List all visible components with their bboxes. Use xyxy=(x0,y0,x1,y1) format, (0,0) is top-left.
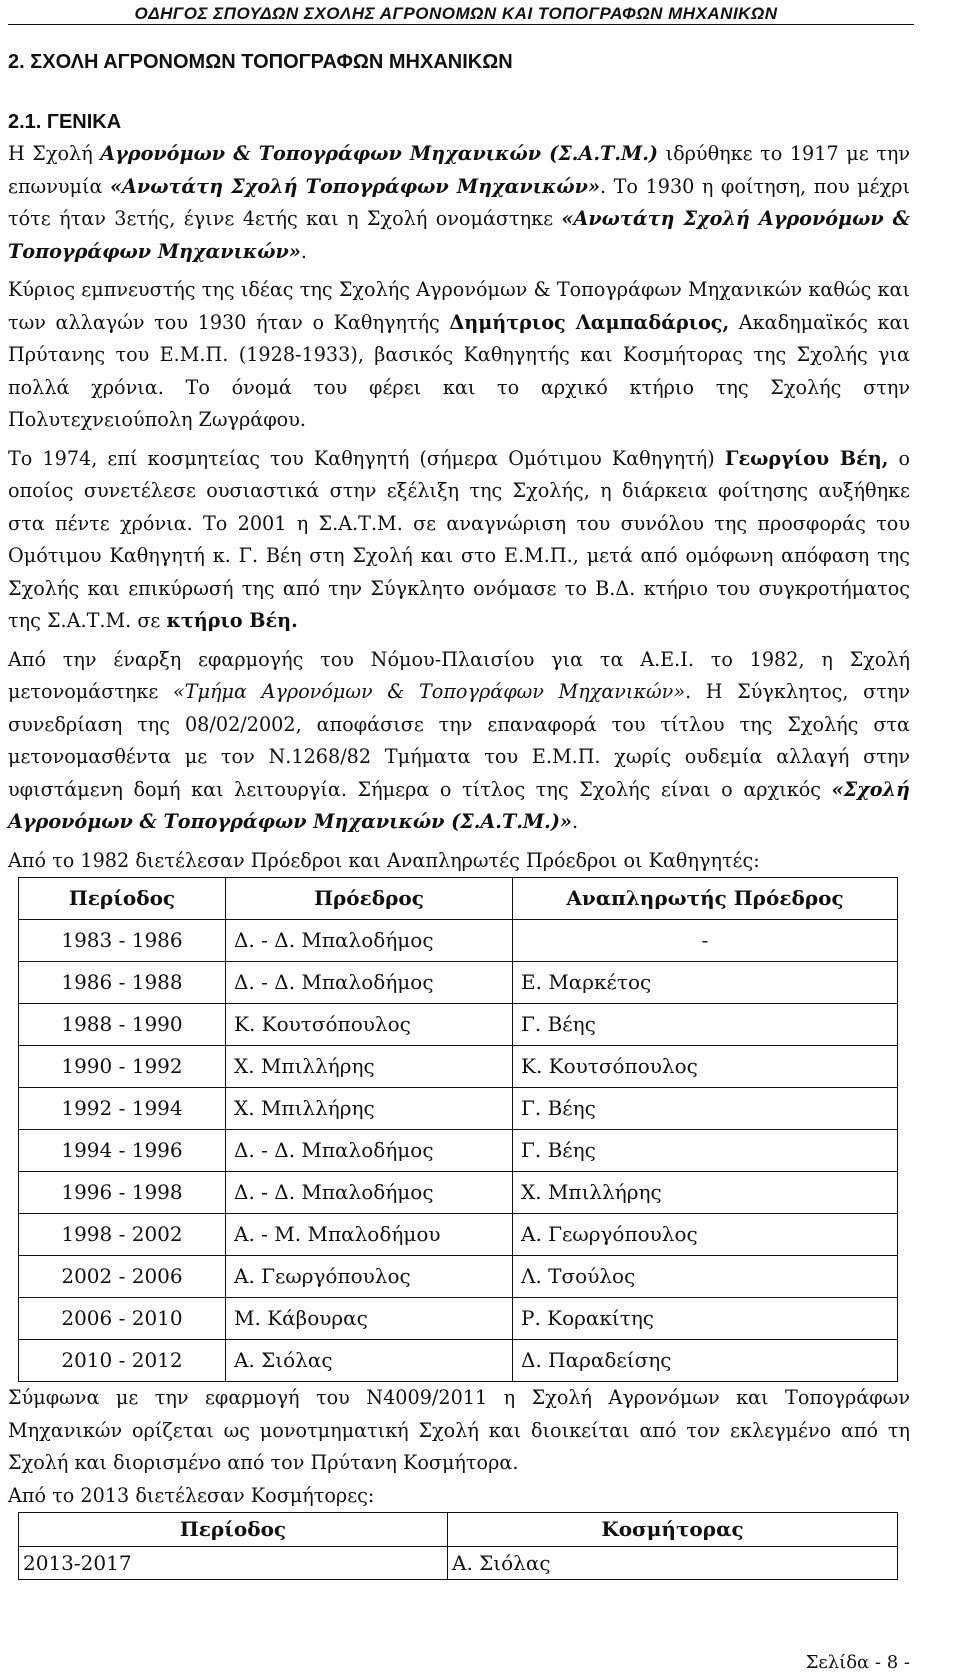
president-cell: Δ. - Δ. Μπαλοδήμος xyxy=(226,1172,513,1214)
paragraph-law-4009: Σύμφωνα με την εφαρμογή του Ν4009/2011 η Σχολή Αγρονόμων και Τοπογράφων Μηχανικών ορίζεται ως μονοτμηματική Σχολή και διοικείται από τον εκλεγμένο από τη Σχολή και διορισμένο από τον Πρύτανη Κοσμήτορα. xyxy=(8,1386,910,1474)
p1-d: «Ανωτάτη Σχολή Τοπογράφων Μηχανικών» xyxy=(110,174,600,198)
president-cell: Δ. - Δ. Μπαλοδήμος xyxy=(226,962,513,1004)
period-cell: 1996 - 1998 xyxy=(19,1172,226,1214)
president-cell: Χ. Μπιλλήρης xyxy=(226,1088,513,1130)
table-row xyxy=(19,1130,898,1172)
p2-c: Ακαδημαϊκός και Πρύτανης του Ε.Μ.Π. (1928-1933), βασικός Καθηγητής και Κοσμήτορας της Σχολής για πολλά χρόνια. Το όνομά του φέρει και το αρχικό κτήριο της Σχολής στην Πολυτεχνειούπολη Ζωγράφου. xyxy=(8,310,910,431)
page-number: Σελίδα - 8 - xyxy=(805,1652,910,1673)
header-period: Περίοδος xyxy=(19,1513,448,1547)
p4-c: . Η Σύγκλητος, στην συνεδρίαση της 08/02/2002, αποφάσισε την επαναφορά του τίτλου της Σχολής στα μετονομασθέντα με τον Ν.1268/82 Τμήματα του Ε.Μ.Π. χωρίς ουδεμία αλλαγή στην υφιστάμενη δομή και λειτουργία. Σήμερα ο τίτλος της Σχολής είναι ο αρχικός xyxy=(8,680,910,801)
deans-table xyxy=(18,1512,898,1580)
paragraph-history xyxy=(8,138,910,268)
p1-g: . xyxy=(300,239,307,263)
paragraph-lampadarios xyxy=(8,274,910,437)
vice-president-cell: Γ. Βέης xyxy=(513,1004,898,1046)
period-cell: 1988 - 1990 xyxy=(19,1004,226,1046)
vice-president-cell: Ε. Μαρκέτος xyxy=(513,962,898,1004)
vice-president-cell: Ρ. Κορακίτης xyxy=(513,1298,898,1340)
period-cell: 1990 - 1992 xyxy=(19,1046,226,1088)
period-cell: 2010 - 2012 xyxy=(19,1340,226,1382)
president-cell: Α. Γεωργόπουλος xyxy=(226,1256,513,1298)
vice-president-cell: - xyxy=(513,920,898,962)
vice-president-cell: Χ. Μπιλλήρης xyxy=(513,1172,898,1214)
dean-cell: Α. Σιόλας xyxy=(448,1546,898,1580)
table-row xyxy=(19,1088,898,1130)
vice-president-cell: Α. Γεωργόπουλος xyxy=(513,1214,898,1256)
period-cell: 2013-2017 xyxy=(19,1546,448,1580)
p4-e: . xyxy=(571,810,579,833)
header-dean: Κοσμήτορας xyxy=(448,1513,898,1547)
presidents-header-row xyxy=(19,878,898,920)
page-content xyxy=(8,40,910,1580)
deans-intro: Από το 2013 διετέλεσαν Κοσμήτορες: xyxy=(8,1483,375,1507)
running-header: ΟΔΗΓΟΣ ΣΠΟΥΔΩΝ ΣΧΟΛΗΣ ΑΓΡΟΝΟΜΩΝ ΚΑΙ ΤΟΠΟΓΡΑΦΩΝ ΜΗΧΑΝΙΚΩΝ xyxy=(134,4,778,23)
deans-header-row xyxy=(19,1513,898,1547)
p3-d: κτήριο Βέη. xyxy=(166,609,298,632)
p1-c: ιδρύθηκε το 1917 με την επωνυμία xyxy=(8,142,910,198)
table-row xyxy=(19,920,898,962)
p1-e: . Το 1930 η φοίτηση, που μέχρι τότε ήταν 3ετής, έγινε 4ετής και η Σχολή ονομάστηκε xyxy=(8,174,911,230)
p2-b: Δημήτριος Λαμπαδάριος, xyxy=(449,310,730,334)
period-cell: 2006 - 2010 xyxy=(19,1298,226,1340)
table-row xyxy=(19,1004,898,1046)
president-cell: Α. - Μ. Μπαλοδήμου xyxy=(226,1214,513,1256)
president-cell: Δ. - Δ. Μπαλοδήμος xyxy=(226,920,513,962)
table-row xyxy=(19,962,898,1004)
header-period: Περίοδος xyxy=(19,878,226,920)
presidents-intro: Από το 1982 διετέλεσαν Πρόεδροι και Αναπληρωτές Πρόεδροι οι Καθηγητές: xyxy=(8,848,760,872)
president-cell: Κ. Κουτσόπουλος xyxy=(226,1004,513,1046)
table-row xyxy=(19,1298,898,1340)
table-row xyxy=(19,1546,898,1580)
period-cell: 1994 - 1996 xyxy=(19,1130,226,1172)
president-cell: Α. Σιόλας xyxy=(226,1340,513,1382)
vice-president-cell: Λ. Τσούλος xyxy=(513,1256,898,1298)
president-cell: Δ. - Δ. Μπαλοδήμος xyxy=(226,1130,513,1172)
period-cell: 1983 - 1986 xyxy=(19,920,226,962)
header-rule xyxy=(8,24,914,25)
p1-a: Η Σχολή xyxy=(8,142,101,165)
paragraph-renaming xyxy=(8,644,910,839)
vice-president-cell: Γ. Βέης xyxy=(513,1088,898,1130)
header-vice-president: Αναπληρωτής Πρόεδρος xyxy=(513,878,898,920)
p4-d: «Σχολή Αγρονόμων & Τοπογράφων Μηχανικών (Σ.Α.Τ.Μ.)» xyxy=(8,777,910,833)
paragraph-vei xyxy=(8,443,910,638)
p1-b: Αγρονόμων & Τοπογράφων Μηχανικών (Σ.Α.Τ.Μ.) xyxy=(100,142,659,165)
table-row xyxy=(19,1256,898,1298)
p3-c: ο οποίος συνετέλεσε ουσιαστικά στην εξέλιξη της Σχολής, η διάρκεια φοίτησης αυξήθηκε στα πέντε χρόνια. Το 2001 η Σ.Α.Τ.Μ. σε αναγνώριση του συνόλου της προσφοράς του Ομότιμου Καθηγητή κ. Γ. Βέη στη Σχολή και στο Ε.Μ.Π., μετά από ομόφωνη απόφαση της Σχολής και επικύρωσή της από την Σύγκλητο ονόμασε το Β.Δ. κτήριο του συγκροτήματος της Σ.Α.Τ.Μ. σε xyxy=(8,446,910,632)
vice-president-cell: Γ. Βέης xyxy=(513,1130,898,1172)
period-cell: 1998 - 2002 xyxy=(19,1214,226,1256)
table-row xyxy=(19,1046,898,1088)
p4-b: «Τμήμα Αγρονόμων & Τοπογράφων Μηχανικών» xyxy=(172,680,686,703)
table-row xyxy=(19,1172,898,1214)
p2-a: Κύριος εμπνευστής της ιδέας της Σχολής Αγρονόμων & Τοπογράφων Μηχανικών καθώς και των αλλαγών του 1930 ήταν ο Καθηγητής xyxy=(8,278,910,334)
subsection-title: 2.1. ΓΕΝΙΚΑ xyxy=(8,111,122,133)
president-cell: Χ. Μπιλλήρης xyxy=(226,1046,513,1088)
table-row xyxy=(19,1340,898,1382)
header-president: Πρόεδρος xyxy=(226,878,513,920)
p1-f: «Ανωτάτη Σχολή Αγρονόμων & Τοπογράφων Μηχανικών» xyxy=(8,207,910,263)
p4-a: Από την έναρξη εφαρμογής του Νόμου-Πλαισίου για τα Α.Ε.Ι. το 1982, η Σχολή μετονομάστηκε xyxy=(8,647,910,703)
table-row xyxy=(19,1214,898,1256)
vice-president-cell: Δ. Παραδείσης xyxy=(513,1340,898,1382)
p3-b: Γεωργίου Βέη, xyxy=(724,446,889,470)
period-cell: 2002 - 2006 xyxy=(19,1256,226,1298)
p3-a: Το 1974, επί κοσμητείας του Καθηγητή (σήμερα Ομότιμου Καθηγητή) xyxy=(8,446,725,470)
presidents-table xyxy=(18,877,898,1382)
president-cell: Μ. Κάβουρας xyxy=(226,1298,513,1340)
section-title: 2. ΣΧΟΛΗ ΑΓΡΟΝΟΜΩΝ ΤΟΠΟΓΡΑΦΩΝ ΜΗΧΑΝΙΚΩΝ xyxy=(8,51,513,73)
period-cell: 1992 - 1994 xyxy=(19,1088,226,1130)
period-cell: 1986 - 1988 xyxy=(19,962,226,1004)
vice-president-cell: Κ. Κουτσόπουλος xyxy=(513,1046,898,1088)
